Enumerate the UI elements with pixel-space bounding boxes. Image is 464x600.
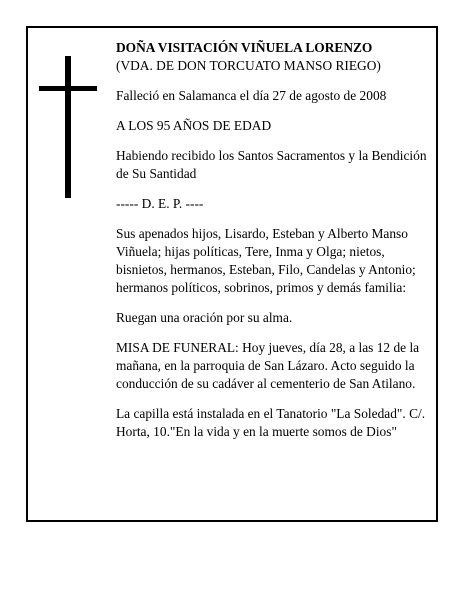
obituary-notice xyxy=(26,26,438,522)
chapel-paragraph: La capilla está instalada en el Tanatorio "La Soledad". C/. Horta, 10."En la vida y en la muerte somos de Dios" xyxy=(116,406,426,439)
obituary-text xyxy=(116,39,436,453)
cross-vertical-bar xyxy=(65,56,71,198)
death-info: Falleció en Salamanca el día 27 de agosto de 2008 xyxy=(116,88,387,103)
sacraments-line: Habiendo recibido los Santos Sacramentos y la Bendición de Su Santidad xyxy=(116,148,427,181)
deceased-name: DOÑA VISITACIÓN VIÑUELA LORENZO xyxy=(116,40,373,55)
family-paragraph: Sus apenados hijos, Lisardo, Esteban y Alberto Manso Viñuela; hijas políticas, Tere, Inma y Olga; nietos, bisnietos, hermanos, Esteban, Filo, Candelas y Antonio; hermanos políticos, sobrinos, primos y demás familia: xyxy=(116,226,416,295)
widow-of-line: (VDA. DE DON TORCUATO MANSO RIEGO) xyxy=(116,58,381,73)
deceased-header xyxy=(116,39,436,75)
age-line: A LOS 95 AÑOS DE EDAD xyxy=(116,118,272,133)
rip-line: ----- D. E. P. ---- xyxy=(116,196,204,211)
cross-horizontal-bar xyxy=(39,86,97,91)
prayer-line: Ruegan una oración por su alma. xyxy=(116,310,293,325)
funeral-paragraph: MISA DE FUNERAL: Hoy jueves, día 28, a las 12 de la mañana, en la parroquia de San Lázaro. Acto seguido la conducción de su cadáver al cementerio de San Atilano. xyxy=(116,340,420,391)
